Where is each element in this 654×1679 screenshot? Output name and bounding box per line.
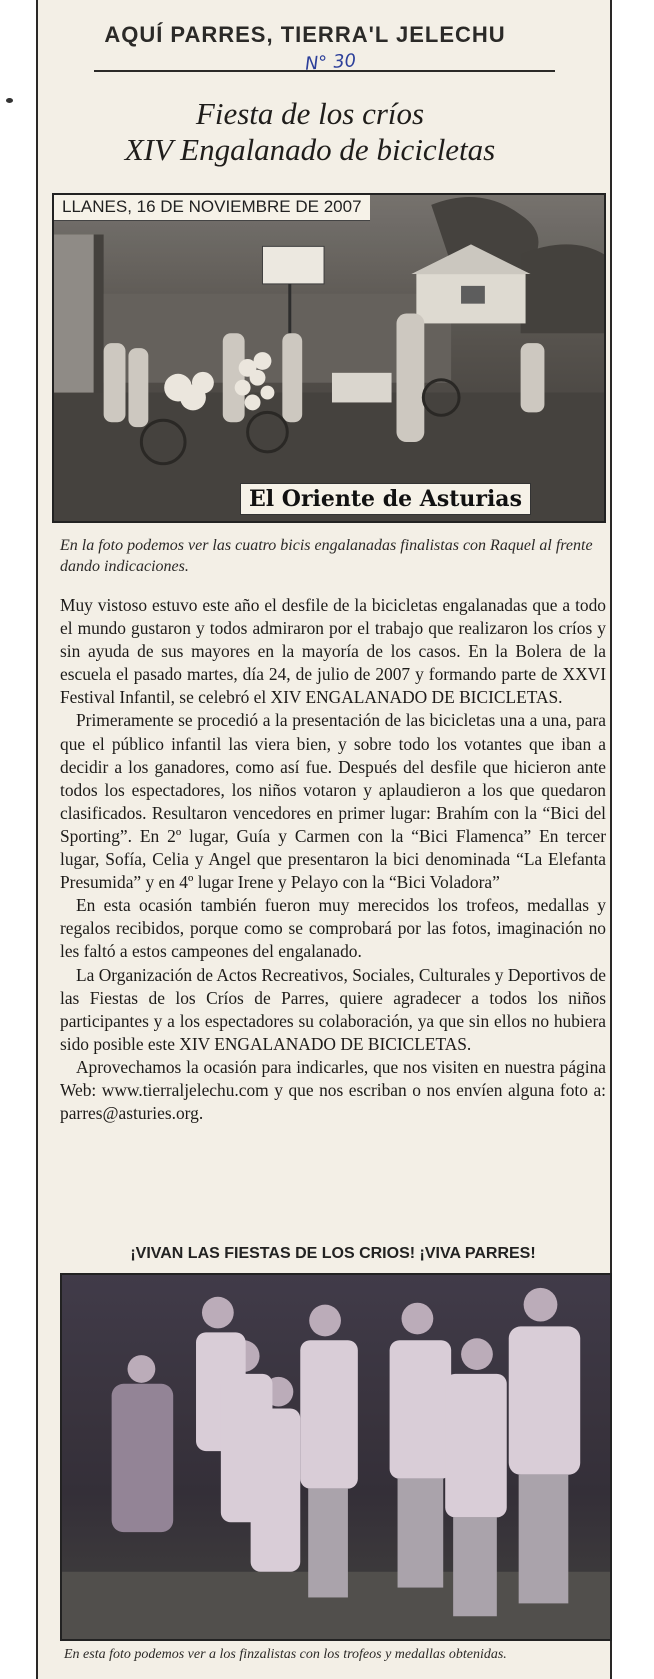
dateline: LLANES, 16 DE NOVIEMBRE DE 2007 (54, 195, 370, 221)
article-body (60, 594, 606, 1125)
article-headline (60, 96, 560, 168)
paragraph-1: Muy vistoso estuvo este año el desfile de la bicicletas engalanadas que a todo el mundo gustaron y todos admiraron por el trabajo que realizaron los críos y sin ayuda de sus mayores en la mayoría de los casos. En la Bolera de la escuela el pasado martes, día 24, de julio de 2007 y formando parte de XXVI Festival Infantil, se celebró el XIV ENGALANADO DE BICICLETAS. (60, 595, 606, 708)
finalists-photo-image (62, 1275, 610, 1639)
handwritten-issue-number: N° 30 (304, 50, 357, 75)
paragraph-2: Primeramente se procedió a la presentación de las bicicletas una a una, para que el público infantil las viera bien, y sobre todo los votantes que iban a decidir a los ganadores, como así fue. Después del desfile que hicieron ante todos los espectadores, los niños votaron y aplaudieron a los que quedaron clasificados. Resultaron vencedores en primer lugar: Brahím con la “Bici del Sporting”. En 2º lugar, Guía y Carmen con la “Bici Flamenca” En tercer lugar, Sofía, Celia y Angel que presentaron la bici denominada “La Elefanta Presumida” y en 4º lugar Irene y Pelayo con la “Bici Voladora” (60, 710, 606, 893)
photo-caption-1: En la foto podemos ver las cuatro bicis engalanadas finalistas con Raquel al frente dando indicaciones. (60, 537, 593, 575)
headline-line-2: XIV Engalanado de bicicletas (124, 132, 496, 167)
section-header: AQUÍ PARRES, TIERRA'L JELECHU (104, 22, 506, 47)
bicycles-photo (52, 193, 606, 523)
slogan: ¡VIVAN LAS FIESTAS DE LOS CRIOS! ¡VIVA PARRES! (130, 1245, 536, 1262)
photo-caption-2: En esta foto podemos ver a los finzalistas con los trofeos y medallas obtenidas. (64, 1647, 507, 1662)
photo-credit-masthead: El Oriente de Asturias (240, 483, 531, 515)
bicycles-photo-image (54, 195, 604, 521)
finalists-photo (60, 1273, 612, 1641)
paragraph-3: En esta ocasión también fueron muy merecidos los trofeos, medallas y regalos recibidos, porque como se comprobará por las fotos, imaginación no les faltó a estos campeones del engalanado. (60, 895, 606, 962)
paper-speck (6, 98, 13, 103)
headline-line-1: Fiesta de los críos (195, 96, 425, 131)
paragraph-5: Aprovechamos la ocasión para indicarles, que nos visiten en nuestra página Web: www.tierraljelechu.com y que nos escriban o nos envíen alguna foto a: parres@asturies.org. (60, 1056, 606, 1124)
paragraph-4: La Organización de Actos Recreativos, Sociales, Culturales y Deportivos de las Fiestas de los Críos de Parres, quiere agradecer a todos los niños participantes y a los espectadores su colaboración, ya que sin ellos no hubiera sido posible este XIV ENGALANADO DE BICICLETAS. (60, 964, 606, 1054)
